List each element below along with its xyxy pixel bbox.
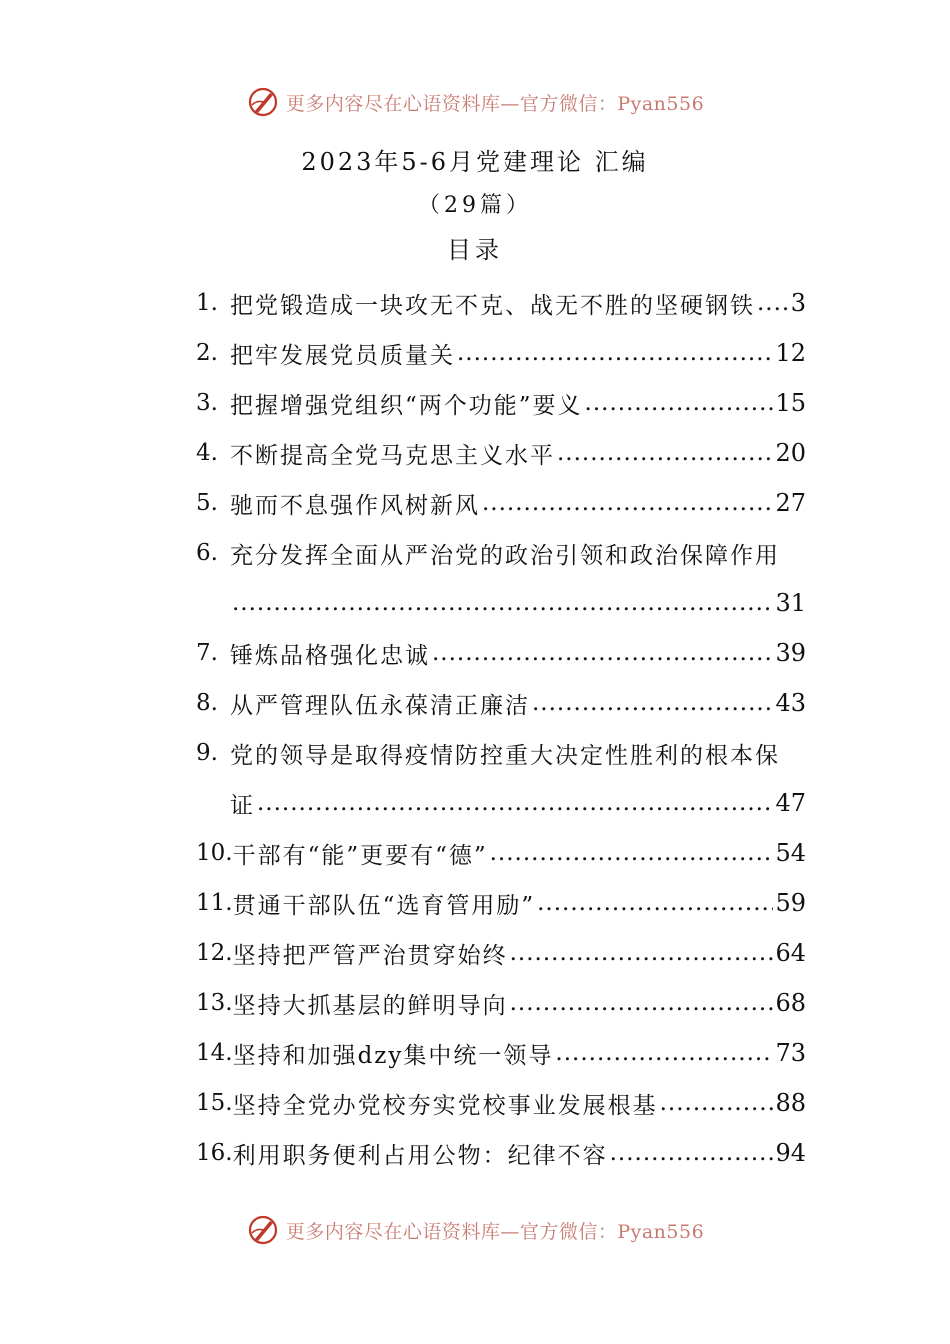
toc-page: 88 [775, 1089, 806, 1117]
document-subtitle: （29篇） [418, 193, 532, 218]
toc-number: 7. [196, 640, 218, 666]
toc-title: 贯通干部队伍“选育管用励” [232, 892, 536, 919]
toc-heading: 目录 [447, 236, 503, 264]
toc-leader [555, 1040, 773, 1066]
toc-page: 31 [775, 589, 806, 617]
toc-page: 43 [775, 689, 806, 717]
toc-page: 47 [775, 789, 806, 817]
toc-title: 坚持全党办党校夯实党校事业发展根基 [232, 1092, 658, 1119]
toc-title: 把握增强党组织“两个功能”要义 [230, 392, 583, 419]
toc-leader [610, 1140, 774, 1166]
toc-entry[interactable] [196, 928, 806, 978]
toc-title: 驰而不息强作风树新风 [230, 492, 480, 519]
toc-entry[interactable] [196, 1128, 806, 1178]
toc-leader [757, 290, 789, 316]
toc-number: 14. [196, 1040, 233, 1066]
toc-leader [232, 590, 773, 616]
toc-number: 8. [196, 690, 218, 716]
toc-leader [257, 790, 773, 816]
toc-page: 3 [790, 289, 806, 317]
toc-page: 73 [775, 1039, 806, 1067]
toc-title: 从严管理队伍永葆清正廉洁 [230, 692, 530, 719]
toc-entry-continuation[interactable] [196, 778, 806, 828]
toc-title: 锤炼品格强化忠诚 [230, 642, 430, 669]
toc-number: 11. [196, 890, 233, 916]
toc-entry[interactable] [196, 828, 806, 878]
watermark-header [0, 82, 950, 122]
document-title: 2023年5-6月党建理论 汇编 [301, 148, 649, 176]
toc-entry[interactable] [196, 628, 806, 678]
pen-logo-icon [246, 85, 280, 119]
toc-page: 20 [775, 439, 806, 467]
toc-number: 15. [196, 1090, 233, 1116]
toc-leader [660, 1090, 774, 1116]
watermark-footer [0, 1210, 950, 1250]
toc-leader [457, 340, 773, 366]
toc-number: 1. [196, 290, 218, 316]
toc-page: 15 [775, 389, 806, 417]
toc-leader [490, 840, 774, 866]
toc-entry[interactable] [196, 678, 806, 728]
toc-page: 27 [775, 489, 806, 517]
toc-page: 68 [775, 989, 806, 1017]
toc-page: 54 [775, 839, 806, 867]
toc-title-continuation: 证 [230, 792, 255, 819]
toc-leader [557, 440, 773, 466]
toc-entry-continuation[interactable] [196, 578, 806, 628]
toc-number: 16. [196, 1140, 233, 1166]
toc-title: 坚持大抓基层的鲜明导向 [232, 992, 508, 1019]
toc-entry[interactable] [196, 1028, 806, 1078]
toc-page: 39 [775, 639, 806, 667]
toc-entry[interactable] [196, 878, 806, 928]
toc-entry[interactable] [196, 428, 806, 478]
table-of-contents [196, 278, 806, 1178]
toc-entry[interactable] [196, 528, 806, 578]
toc-title: 坚持把严管严治贯穿始终 [232, 942, 508, 969]
toc-number: 9. [196, 740, 218, 766]
toc-number: 10. [196, 840, 233, 866]
toc-page: 12 [775, 339, 806, 367]
toc-title: 不断提高全党马克思主义水平 [230, 442, 555, 469]
toc-entry[interactable] [196, 478, 806, 528]
toc-number: 4. [196, 440, 218, 466]
toc-title: 充分发挥全面从严治党的政治引领和政治保障作用 [230, 542, 780, 569]
toc-number: 12. [196, 940, 233, 966]
toc-leader [510, 990, 774, 1016]
toc-page: 94 [775, 1139, 806, 1167]
toc-leader [585, 390, 774, 416]
toc-number: 5. [196, 490, 218, 516]
toc-entry[interactable] [196, 378, 806, 428]
toc-title: 利用职务便利占用公物：纪律不容 [232, 1142, 608, 1169]
toc-number: 6. [196, 540, 218, 566]
toc-leader [537, 890, 773, 916]
toc-title: 把党锻造成一块攻无不克、战无不胜的坚硬钢铁 [230, 292, 755, 319]
toc-leader [532, 690, 773, 716]
toc-title: 党的领导是取得疫情防控重大决定性胜利的根本保 [230, 742, 780, 769]
toc-number: 2. [196, 340, 218, 366]
pen-logo-icon [246, 1213, 280, 1247]
toc-entry[interactable] [196, 1078, 806, 1128]
toc-title: 把牢发展党员质量关 [230, 342, 455, 369]
toc-title: 坚持和加强dzy集中统一领导 [232, 1042, 554, 1069]
toc-entry[interactable] [196, 328, 806, 378]
toc-leader [510, 940, 774, 966]
toc-entry[interactable] [196, 978, 806, 1028]
watermark-text: 更多内容尽在心语资料库—官方微信：Pyan556 [285, 1220, 705, 1243]
toc-entry[interactable] [196, 728, 806, 778]
toc-page: 59 [775, 889, 806, 917]
toc-page: 64 [775, 939, 806, 967]
toc-number: 3. [196, 390, 218, 416]
toc-leader [432, 640, 773, 666]
watermark-text: 更多内容尽在心语资料库—官方微信：Pyan556 [285, 92, 705, 115]
toc-number: 13. [196, 990, 233, 1016]
toc-leader [482, 490, 773, 516]
toc-entry[interactable] [196, 278, 806, 328]
toc-title: 干部有“能”更要有“德” [232, 842, 488, 869]
